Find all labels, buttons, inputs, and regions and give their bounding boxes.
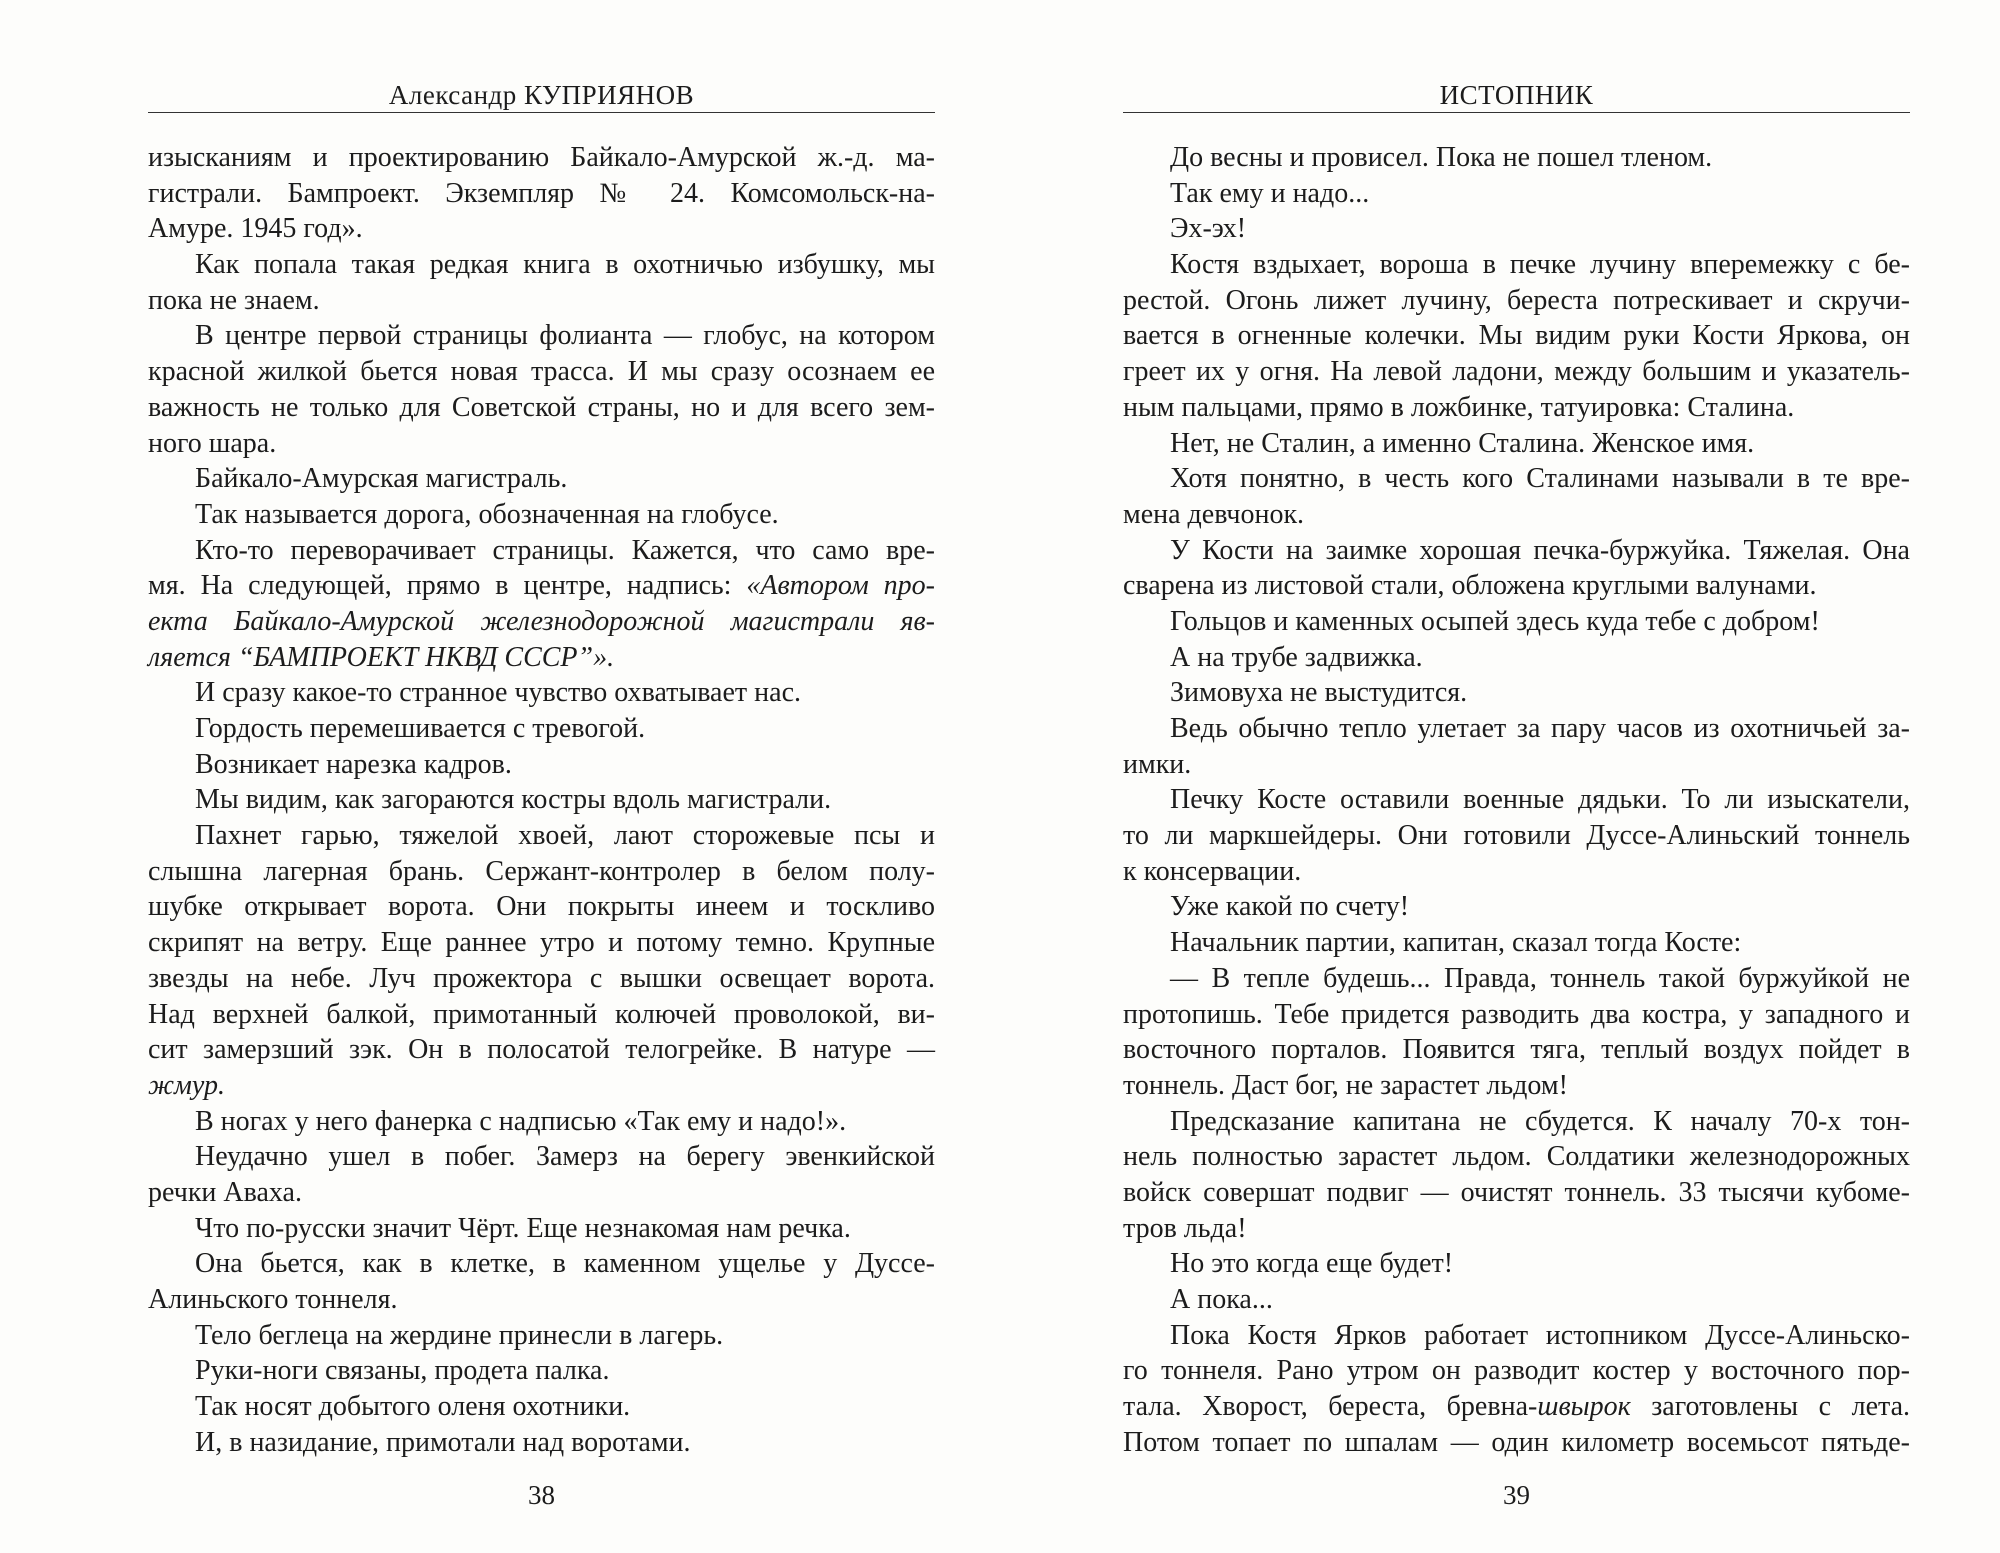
text-line: Возникает нарезка кадров. bbox=[195, 748, 512, 780]
text-line: важность не только для Советской страны, но и для всего зем- bbox=[148, 391, 935, 423]
text-line: имки. bbox=[1123, 748, 1192, 780]
text-line: шубке открывает ворота. Они покрыты инеем и тоскливо bbox=[148, 891, 935, 923]
paragraph bbox=[148, 247, 935, 318]
text-line: протопишь. Тебе придется разводить два костра, у западного и bbox=[1123, 998, 1910, 1030]
text-line: Так называется дорога, обозначенная на глобусе. bbox=[195, 498, 779, 530]
text-line: то ли маркшейдеры. Они готовили Дуссе-Алиньский тоннель bbox=[1123, 820, 1910, 852]
text-line: Мы видим, как загораются костры вдоль магистрали. bbox=[195, 784, 832, 816]
text-line: восточного порталов. Появится тяга, теплый воздух пойдет в bbox=[1123, 1034, 1910, 1066]
text-line: Пахнет гарью, тяжелой хвоей, лают сторожевые псы и bbox=[195, 820, 935, 852]
text-line: Гордость перемешивается с тревогой. bbox=[195, 713, 646, 744]
text-line: речки Аваха. bbox=[148, 1176, 302, 1208]
paragraph bbox=[148, 1425, 935, 1461]
text-line: слышна лагерная брань. Сержант-контролер в белом полу- bbox=[148, 855, 935, 887]
text-line: — В тепле будешь... Правда, тоннель такой буржуйкой не bbox=[1170, 962, 1910, 994]
paragraph bbox=[1123, 925, 1910, 961]
text-line: звезды на небе. Луч прожектора с вышки освещает ворота. bbox=[148, 962, 935, 994]
text-line: Как попала такая редкая книга в охотничью избушку, мы bbox=[195, 249, 935, 281]
paragraph bbox=[148, 318, 935, 461]
paragraph bbox=[1123, 961, 1910, 1104]
text-line bbox=[148, 640, 935, 676]
text-line bbox=[148, 604, 935, 640]
paragraph bbox=[148, 497, 935, 533]
left-page bbox=[148, 0, 935, 1553]
text-line: Костя вздыхает, вороша в печке лучину вперемежку с бе- bbox=[1170, 249, 1910, 281]
italic-text: швырок bbox=[1537, 1391, 1631, 1423]
text-line: Кто-то переворачивает страницы. Кажется, что само вре- bbox=[195, 534, 935, 566]
text-line: тров льда! bbox=[1123, 1212, 1247, 1244]
text-line: Амуре. 1945 год». bbox=[148, 213, 363, 245]
paragraph bbox=[1123, 604, 1910, 640]
paragraph bbox=[1123, 426, 1910, 462]
paragraph bbox=[148, 1211, 935, 1247]
italic-text: екта Байкало-Амурской железнодорожной магистрали яв- bbox=[148, 605, 935, 637]
text-line: пока не знаем. bbox=[148, 284, 320, 316]
paragraph bbox=[148, 140, 935, 247]
paragraph bbox=[148, 461, 935, 497]
page-number: 38 bbox=[528, 1480, 555, 1510]
text-line: изысканиям и проектированию Байкало-Амурской ж.-д. ма- bbox=[148, 142, 935, 173]
paragraph bbox=[148, 675, 935, 711]
paragraph bbox=[1123, 1282, 1910, 1318]
text-line: А пока... bbox=[1170, 1284, 1273, 1315]
text-line bbox=[148, 1068, 935, 1104]
paragraph bbox=[1123, 1246, 1910, 1282]
paragraph bbox=[1123, 675, 1910, 711]
paragraph bbox=[1123, 461, 1910, 532]
text-line: вается в огненные колечки. Мы видим руки Кости Яркова, он bbox=[1123, 320, 1910, 352]
body-text bbox=[148, 140, 935, 1460]
text-line: Начальник партии, капитан, сказал тогда Косте: bbox=[1170, 927, 1742, 959]
paragraph bbox=[1123, 176, 1910, 212]
paragraph bbox=[1123, 1104, 1910, 1247]
paragraph bbox=[1123, 640, 1910, 676]
text-line: Что по-русски значит Чёрт. Еще незнакомая нам речка. bbox=[195, 1212, 851, 1244]
text-line: нель полностью зарастет льдом. Солдатики железнодорожных bbox=[1123, 1141, 1910, 1173]
text-line: Так ему и надо... bbox=[1170, 177, 1370, 209]
text-line bbox=[148, 568, 935, 604]
text-line: Над верхней балкой, примотанный колючей проволокой, ви- bbox=[148, 998, 935, 1030]
paragraph bbox=[148, 782, 935, 818]
paragraph bbox=[148, 818, 935, 1104]
paragraph bbox=[148, 1246, 935, 1317]
text-line: Хотя понятно, в честь кого Сталинами называли в те вре- bbox=[1170, 463, 1910, 495]
body-text bbox=[1123, 140, 1910, 1460]
text-segment: тала. Хворост, береста, бревна- bbox=[1123, 1391, 1538, 1423]
text-line: Алиньского тоннеля. bbox=[148, 1284, 398, 1315]
header-rule bbox=[148, 112, 935, 113]
text-line bbox=[1123, 1389, 1910, 1425]
text-line: Так носят добытого оленя охотники. bbox=[195, 1391, 631, 1423]
paragraph bbox=[148, 1389, 935, 1425]
paragraph bbox=[1123, 711, 1910, 782]
text-line: рестой. Огонь лижет лучину, береста потрескивает и скручи- bbox=[1123, 284, 1910, 316]
text-line: Потом топает по шпалам — один километр восемьсот пятьде- bbox=[1123, 1426, 1910, 1458]
paragraph bbox=[148, 747, 935, 783]
header-rule bbox=[1123, 112, 1910, 113]
text-line: Неудачно ушел в побег. Замерз на берегу эвенкийской bbox=[195, 1141, 935, 1173]
text-line: Уже какой по счету! bbox=[1170, 891, 1410, 923]
text-line: Но это когда еще будет! bbox=[1170, 1248, 1454, 1280]
paragraph bbox=[148, 1353, 935, 1389]
text-line: И, в назидание, примотали над воротами. bbox=[195, 1426, 691, 1458]
text-line: войск совершат подвиг — очистят тоннель. 33 тысячи кубоме- bbox=[1123, 1176, 1910, 1208]
text-line: Эх-эх! bbox=[1170, 213, 1247, 245]
text-line: Гольцов и каменных осыпей здесь куда тебе с добром! bbox=[1170, 605, 1820, 637]
text-line: сварена из листовой стали, обложена круглыми валунами. bbox=[1123, 570, 1817, 602]
text-line: Пока Костя Ярков работает истопником Дуссе-Алиньско- bbox=[1170, 1319, 1910, 1351]
text-line: мена девчонок. bbox=[1123, 498, 1305, 530]
running-head-title: ИСТОПНИК bbox=[1439, 80, 1594, 110]
paragraph bbox=[1123, 140, 1910, 176]
text-line: В центре первой страницы фолианта — глобус, на котором bbox=[195, 320, 935, 352]
paragraph bbox=[1123, 1318, 1910, 1461]
text-line: Нет, не Сталин, а именно Сталина. Женское имя. bbox=[1170, 427, 1755, 459]
text-line: У Кости на заимке хорошая печка-буржуйка. Тяжелая. Она bbox=[1170, 534, 1910, 566]
paragraph bbox=[148, 711, 935, 747]
text-line: Печку Косте оставили военные дядьки. То ли изыскатели, bbox=[1170, 784, 1910, 816]
paragraph bbox=[1123, 211, 1910, 247]
text-line: Тело беглеца на жердине принесли в лагерь. bbox=[195, 1319, 724, 1351]
page-number: 39 bbox=[1503, 1480, 1530, 1510]
italic-text: жмур. bbox=[148, 1069, 225, 1101]
text-line: Зимовуха не выстудится. bbox=[1170, 677, 1468, 709]
text-line: До весны и провисел. Пока не пошел тленом. bbox=[1170, 142, 1713, 173]
text-line: красной жилкой бьется новая трасса. И мы сразу осознаем ее bbox=[148, 356, 935, 388]
paragraph bbox=[1123, 247, 1910, 425]
text-segment: мя. На следующей, прямо в центре, надпись: bbox=[148, 570, 747, 602]
text-line: А на трубе задвижка. bbox=[1170, 641, 1423, 673]
paragraph bbox=[148, 1104, 935, 1140]
text-line: сит замерзший зэк. Он в полосатой телогрейке. В натуре — bbox=[148, 1034, 935, 1066]
text-line: тоннель. Даст бог, не зарастет льдом! bbox=[1123, 1069, 1568, 1101]
text-line: скрипят на ветру. Еще раннее утро и потому темно. Крупные bbox=[148, 927, 935, 959]
text-segment: заготовлены с лета. bbox=[1630, 1391, 1911, 1423]
text-line: Байкало-Амурская магистраль. bbox=[195, 463, 568, 495]
paragraph bbox=[1123, 889, 1910, 925]
text-line: го тоннеля. Рано утром он разводит костер у восточного пор- bbox=[1123, 1355, 1910, 1387]
text-line: Руки-ноги связаны, продета палка. bbox=[195, 1355, 610, 1387]
text-line: В ногах у него фанерка с надписью «Так ему и надо!». bbox=[195, 1105, 847, 1137]
text-line: ным пальцами, прямо в ложбинке, татуировка: Сталина. bbox=[1123, 391, 1795, 423]
text-line: греет их у огня. На левой ладони, между большим и указатель- bbox=[1123, 356, 1910, 388]
italic-text: ляется “БАМПРОЕКТ НКВД СССР”». bbox=[148, 641, 615, 673]
paragraph bbox=[1123, 782, 1910, 889]
paragraph bbox=[1123, 533, 1910, 604]
text-line: И сразу какое-то странное чувство охватывает нас. bbox=[195, 677, 801, 709]
text-line: Ведь обычно тепло улетает за пару часов из охотничьей за- bbox=[1170, 713, 1910, 744]
paragraph bbox=[148, 1139, 935, 1210]
paragraph bbox=[148, 1318, 935, 1354]
text-line: к консервации. bbox=[1123, 855, 1302, 887]
running-head-author: Александр КУПРИЯНОВ bbox=[388, 80, 695, 110]
text-line: Она бьется, как в клетке, в каменном ущелье у Дуссе- bbox=[195, 1248, 935, 1280]
paragraph bbox=[148, 533, 935, 676]
text-line: Предсказание капитана не сбудется. К началу 70-х тон- bbox=[1170, 1105, 1910, 1137]
right-page bbox=[1123, 0, 1910, 1553]
text-line: гистрали. Бампроект. Экземпляр № 24. Комсомольск-на- bbox=[148, 177, 935, 209]
italic-text: «Автором про- bbox=[746, 570, 935, 602]
text-line: ного шара. bbox=[148, 427, 277, 459]
